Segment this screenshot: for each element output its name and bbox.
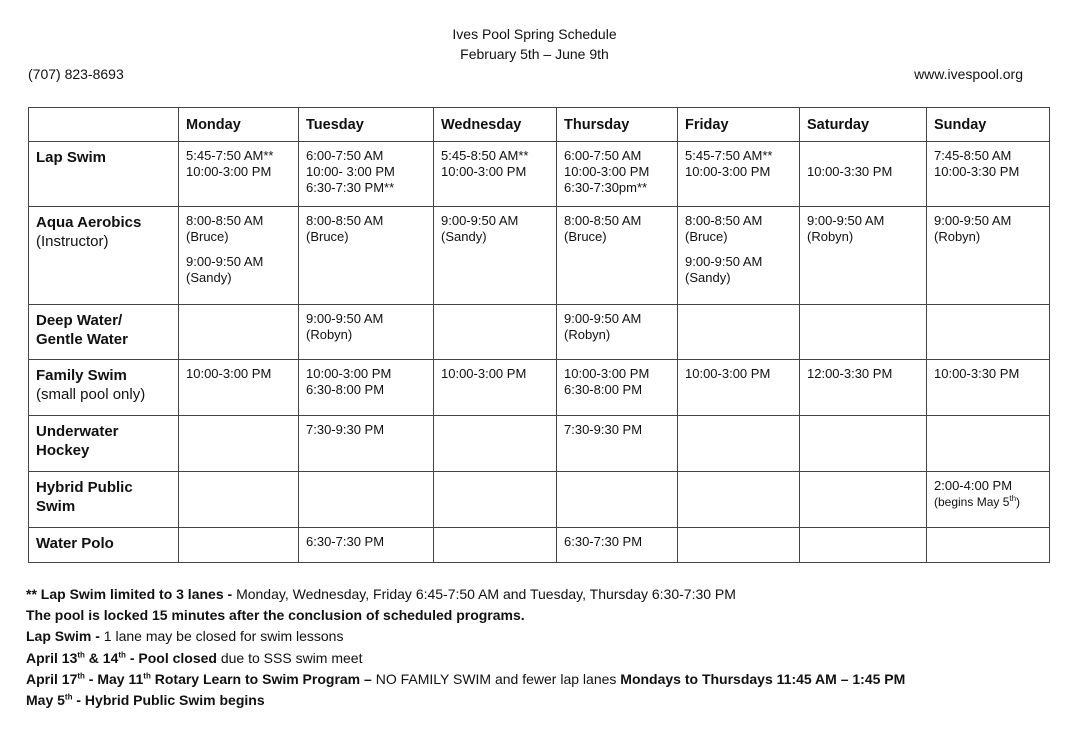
schedule-title: Ives Pool Spring Schedule — [452, 26, 617, 42]
schedule-cell-saturday — [800, 472, 927, 528]
day-header-sunday: Sunday — [927, 108, 1050, 142]
time-slot: 2:00-4:00 PM — [934, 478, 1013, 493]
schedule-cell-thursday — [557, 360, 678, 416]
schedule-cell-monday — [179, 207, 299, 305]
time-slot: (Bruce) — [685, 229, 728, 244]
note-segment: - May 11 — [84, 670, 144, 687]
schedule-cell-sunday — [927, 142, 1050, 207]
schedule-cell-monday — [179, 528, 299, 563]
schedule-cell-monday — [179, 360, 299, 416]
time-slot: 8:00-8:50 AM — [685, 213, 763, 228]
schedule-cell-saturday — [800, 416, 927, 472]
spacer — [186, 245, 292, 254]
row-label: Deep Water/ — [36, 312, 123, 329]
time-slot: 8:00-8:50 AM — [306, 213, 384, 228]
time-slot: 10:00-3:00 PM — [564, 366, 650, 381]
time-slot: 9:00-9:50 AM — [934, 213, 1012, 228]
schedule-cell-wednesday — [434, 305, 557, 360]
time-slot: 10:00-3:00 PM — [186, 366, 272, 381]
row-label-cell — [29, 528, 179, 563]
note-segment: 1 lane may be closed for swim lessons — [103, 628, 344, 645]
note-segment: April 13 — [26, 649, 78, 666]
time-slot: 10:00-3:00 PM — [441, 366, 527, 381]
schedule-cell-monday — [179, 142, 299, 207]
time-slot: 7:45-8:50 AM — [934, 148, 1012, 163]
schedule-cell-friday — [678, 416, 800, 472]
day-header-friday: Friday — [678, 108, 800, 142]
time-slot: 6:30-7:30 PM — [564, 534, 643, 549]
schedule-cell-saturday — [800, 305, 927, 360]
schedule-cell-sunday — [927, 305, 1050, 360]
row-label: Water Polo — [36, 535, 114, 552]
time-slot: (Bruce) — [306, 229, 349, 244]
schedule-cell-monday — [179, 305, 299, 360]
table-row — [29, 416, 1050, 472]
schedule-table — [28, 107, 1050, 563]
time-slot: 6:30-7:30pm** — [564, 180, 648, 195]
note-segment: Rotary Learn to Swim Program – — [150, 670, 376, 687]
day-header-wednesday: Wednesday — [434, 108, 557, 142]
schedule-cell-tuesday — [299, 142, 434, 207]
time-slot: 6:30-8:00 PM — [306, 382, 385, 397]
time-slot: 6:00-7:50 AM — [564, 148, 642, 163]
time-slot: 10:00-3:00 PM — [564, 164, 650, 179]
schedule-cell-tuesday — [299, 305, 434, 360]
schedule-cell-wednesday — [434, 472, 557, 528]
row-label: Swim — [36, 498, 76, 515]
row-label-cell — [29, 416, 179, 472]
time-slot: (Sandy) — [186, 270, 232, 285]
note-text: ) — [1016, 495, 1021, 509]
note-line — [26, 648, 905, 669]
row-sublabel: (small pool only) — [36, 386, 146, 403]
schedule-cell-thursday — [557, 528, 678, 563]
row-label: Gentle Water — [36, 331, 128, 348]
ordinal-suffix: th — [77, 671, 85, 681]
ordinal-suffix: th — [77, 649, 85, 659]
time-slot: 10:00-3:30 PM — [934, 366, 1020, 381]
time-slot: 10:00-3:00 PM — [306, 366, 392, 381]
row-label: Family Swim — [36, 367, 127, 384]
schedule-cell-tuesday — [299, 528, 434, 563]
note-line — [26, 626, 905, 647]
schedule-cell-wednesday — [434, 416, 557, 472]
time-slot: (Robyn) — [306, 327, 353, 342]
time-slot: (Robyn) — [807, 229, 854, 244]
time-slot: 12:00-3:30 PM — [807, 366, 893, 381]
note-segment: Mondays to Thursdays 11:45 AM – 1:45 PM — [620, 670, 906, 687]
time-slot: 6:00-7:50 AM — [306, 148, 384, 163]
time-slot: 9:00-9:50 AM — [807, 213, 885, 228]
schedule-cell-friday — [678, 360, 800, 416]
time-slot: (Bruce) — [564, 229, 607, 244]
schedule-cell-saturday — [800, 207, 927, 305]
time-slot: (Robyn) — [934, 229, 981, 244]
table-row — [29, 305, 1050, 360]
day-header-tuesday: Tuesday — [299, 108, 434, 142]
time-slot: (Robyn) — [564, 327, 611, 342]
table-row — [29, 207, 1050, 305]
note-segment: - Hybrid Public Swim begins — [72, 692, 265, 709]
table-row — [29, 360, 1050, 416]
row-label: Hockey — [36, 442, 90, 459]
time-slot: 8:00-8:50 AM — [186, 213, 264, 228]
note-segment: - Pool closed — [125, 649, 221, 666]
time-slot: 10:00-3:00 PM — [685, 366, 771, 381]
schedule-cell-saturday — [800, 360, 927, 416]
schedule-cell-thursday — [557, 472, 678, 528]
day-header-monday: Monday — [179, 108, 299, 142]
day-header-thursday: Thursday — [557, 108, 678, 142]
header-row — [29, 108, 1050, 142]
schedule-cell-thursday — [557, 207, 678, 305]
note-line — [26, 690, 905, 711]
ordinal-suffix: th — [118, 649, 126, 659]
schedule-cell-wednesday — [434, 207, 557, 305]
time-slot: 10:00-3:00 PM — [441, 164, 527, 179]
schedule-cell-tuesday — [299, 416, 434, 472]
note-segment: NO FAMILY SWIM and fewer lap lanes — [375, 670, 621, 687]
time-slot: 9:00-9:50 AM — [186, 254, 264, 269]
time-slot: 9:00-9:50 AM — [306, 311, 384, 326]
note-segment: ** Lap Swim limited to 3 lanes - — [26, 586, 237, 602]
time-slot: 10:00-3:30 PM — [807, 164, 893, 179]
time-slot: 7:30-9:30 PM — [564, 422, 643, 437]
schedule-cell-tuesday — [299, 360, 434, 416]
note-line — [26, 605, 905, 626]
time-slot: 9:00-9:50 AM — [441, 213, 519, 228]
ordinal-suffix: th — [1009, 494, 1017, 503]
table-row — [29, 528, 1050, 563]
schedule-cell-saturday — [800, 142, 927, 207]
schedule-cell-sunday — [927, 528, 1050, 563]
row-label-cell — [29, 360, 179, 416]
note-text: (begins May 5 — [934, 495, 1010, 509]
time-slot: (Bruce) — [186, 229, 229, 244]
schedule-cell-sunday — [927, 416, 1050, 472]
note-segment: due to SSS swim meet — [220, 649, 363, 666]
time-slot: (Sandy) — [441, 229, 487, 244]
schedule-cell-thursday — [557, 305, 678, 360]
time-slot: 9:00-9:50 AM — [685, 254, 763, 269]
ordinal-suffix: th — [64, 692, 73, 702]
row-label-cell — [29, 305, 179, 360]
time-slot: 5:45-7:50 AM** — [685, 148, 773, 163]
schedule-cell-sunday — [927, 207, 1050, 305]
schedule-cell-tuesday — [299, 207, 434, 305]
schedule-cell-tuesday — [299, 472, 434, 528]
time-slot: 10:00-3:00 PM — [685, 164, 771, 179]
time-slot: 5:45-7:50 AM** — [186, 148, 274, 163]
note-segment: May 5 — [26, 692, 65, 709]
phone-number: (707) 823-8693 — [28, 66, 124, 82]
row-sublabel: (Instructor) — [36, 233, 109, 250]
schedule-cell-friday — [678, 142, 800, 207]
schedule-cell-sunday — [927, 360, 1050, 416]
note-segment: Monday, Wednesday, Friday 6:45-7:50 AM and Tuesday, Thursday 6:30-7:30 PM — [236, 586, 736, 602]
schedule-cell-saturday — [800, 528, 927, 563]
schedule-cell-wednesday — [434, 360, 557, 416]
schedule-cell-friday — [678, 207, 800, 305]
time-slot: 6:30-7:30 PM** — [306, 180, 395, 195]
schedule-cell-friday — [678, 472, 800, 528]
schedule-cell-sunday — [927, 472, 1050, 528]
row-label: Hybrid Public — [36, 479, 133, 496]
note-segment: Lap Swim - — [26, 628, 104, 645]
begins-note — [934, 494, 1043, 510]
time-slot: 9:00-9:50 AM — [564, 311, 642, 326]
note-segment: April 17 — [26, 670, 78, 687]
time-slot: 8:00-8:50 AM — [564, 213, 642, 228]
note-line — [26, 669, 905, 690]
time-slot: 5:45-8:50 AM** — [441, 148, 529, 163]
row-label-cell — [29, 207, 179, 305]
time-slot: (Sandy) — [685, 270, 731, 285]
ordinal-suffix: th — [143, 671, 151, 681]
time-slot: 10:00- 3:00 PM — [306, 164, 395, 179]
document-title — [0, 24, 1069, 64]
time-slot: 10:00-3:00 PM — [186, 164, 272, 179]
note-segment: & 14 — [84, 649, 119, 666]
schedule-cell-friday — [678, 305, 800, 360]
row-label-cell — [29, 472, 179, 528]
website-link[interactable]: www.ivespool.org — [914, 66, 1023, 82]
corner-cell — [29, 108, 179, 142]
spacer — [685, 245, 793, 254]
schedule-cell-thursday — [557, 142, 678, 207]
row-label-cell — [29, 142, 179, 207]
time-slot: 6:30-8:00 PM — [564, 382, 643, 397]
table-row — [29, 472, 1050, 528]
table-row — [29, 142, 1050, 207]
note-segment: The pool is locked 15 minutes after the conclusion of scheduled programs. — [26, 607, 525, 624]
schedule-dates: February 5th – June 9th — [460, 46, 609, 62]
day-header-saturday: Saturday — [800, 108, 927, 142]
row-label: Aqua Aerobics — [36, 214, 142, 231]
schedule-cell-wednesday — [434, 142, 557, 207]
schedule-cell-friday — [678, 528, 800, 563]
note-line — [26, 584, 905, 605]
time-slot: 10:00-3:30 PM — [934, 164, 1020, 179]
schedule-cell-thursday — [557, 416, 678, 472]
time-slot: 7:30-9:30 PM — [306, 422, 385, 437]
row-label: Underwater — [36, 423, 119, 440]
notes-section — [26, 584, 905, 711]
schedule-cell-monday — [179, 416, 299, 472]
schedule-cell-wednesday — [434, 528, 557, 563]
schedule-cell-monday — [179, 472, 299, 528]
row-label: Lap Swim — [36, 149, 107, 166]
time-slot: 6:30-7:30 PM — [306, 534, 385, 549]
